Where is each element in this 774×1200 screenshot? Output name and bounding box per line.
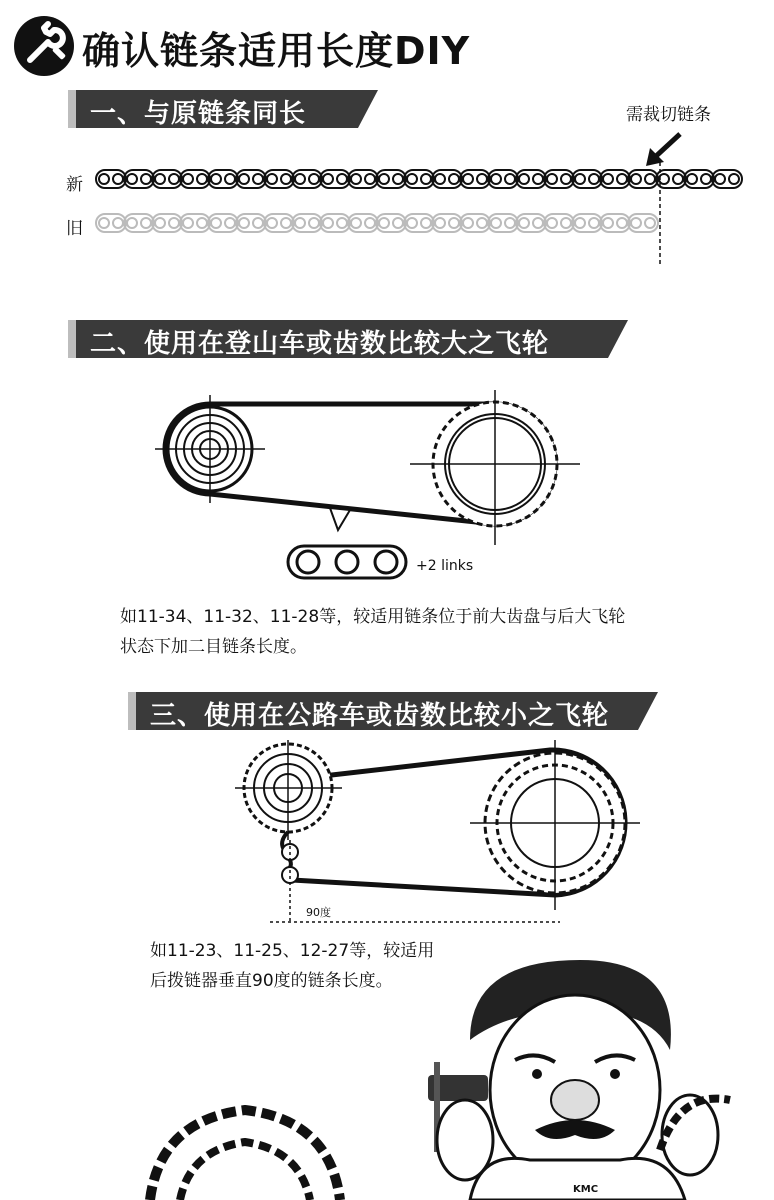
front-chainring [410, 390, 580, 545]
cut-note: 需裁切链条 [626, 105, 711, 125]
page-title: 确认链条适用长度DIY [82, 29, 471, 73]
section3-banner [128, 692, 658, 730]
section2-heading: 二、使用在登山车或齿数比较大之飞轮 [90, 329, 550, 359]
front-chainring-large [470, 740, 640, 910]
chain-coil-illustration [140, 1080, 350, 1200]
new-chain-label: 新 [66, 175, 83, 195]
old-chain [96, 214, 658, 232]
rear-cassette-small [235, 740, 342, 840]
section2-desc-line2: 状态下加二目链条长度。 [120, 637, 307, 657]
mtb-drivetrain-diagram [140, 390, 580, 590]
rear-derailleur [282, 832, 298, 883]
section3-desc-line2: 后拨链器垂直90度的链条长度。 [150, 971, 393, 991]
section2-desc-line1: 如11-34、11-32、11-28等，较适用链条位于前大齿盘与后大飞轮 [120, 607, 626, 627]
section2-banner [68, 320, 628, 358]
extra-links [288, 546, 406, 578]
road-drivetrain-diagram [230, 740, 650, 930]
brand-mark: KMC [573, 1184, 599, 1195]
new-chain [96, 170, 742, 188]
section3-heading: 三、使用在公路车或齿数比较小之飞轮 [150, 701, 610, 731]
section3-desc-line1: 如11-23、11-25、12-27等，较适用 [150, 941, 435, 961]
wrench-icon [12, 14, 76, 78]
section1-heading: 一、与原链条同长 [90, 99, 307, 129]
chain-comparison [0, 150, 774, 270]
mechanic-mascot-illustration [410, 950, 750, 1200]
links-label: +2 links [416, 558, 474, 574]
old-chain-label: 旧 [66, 219, 83, 239]
rear-cassette [155, 395, 265, 503]
angle-label: 90度 [306, 906, 331, 919]
section1-banner [68, 90, 378, 128]
